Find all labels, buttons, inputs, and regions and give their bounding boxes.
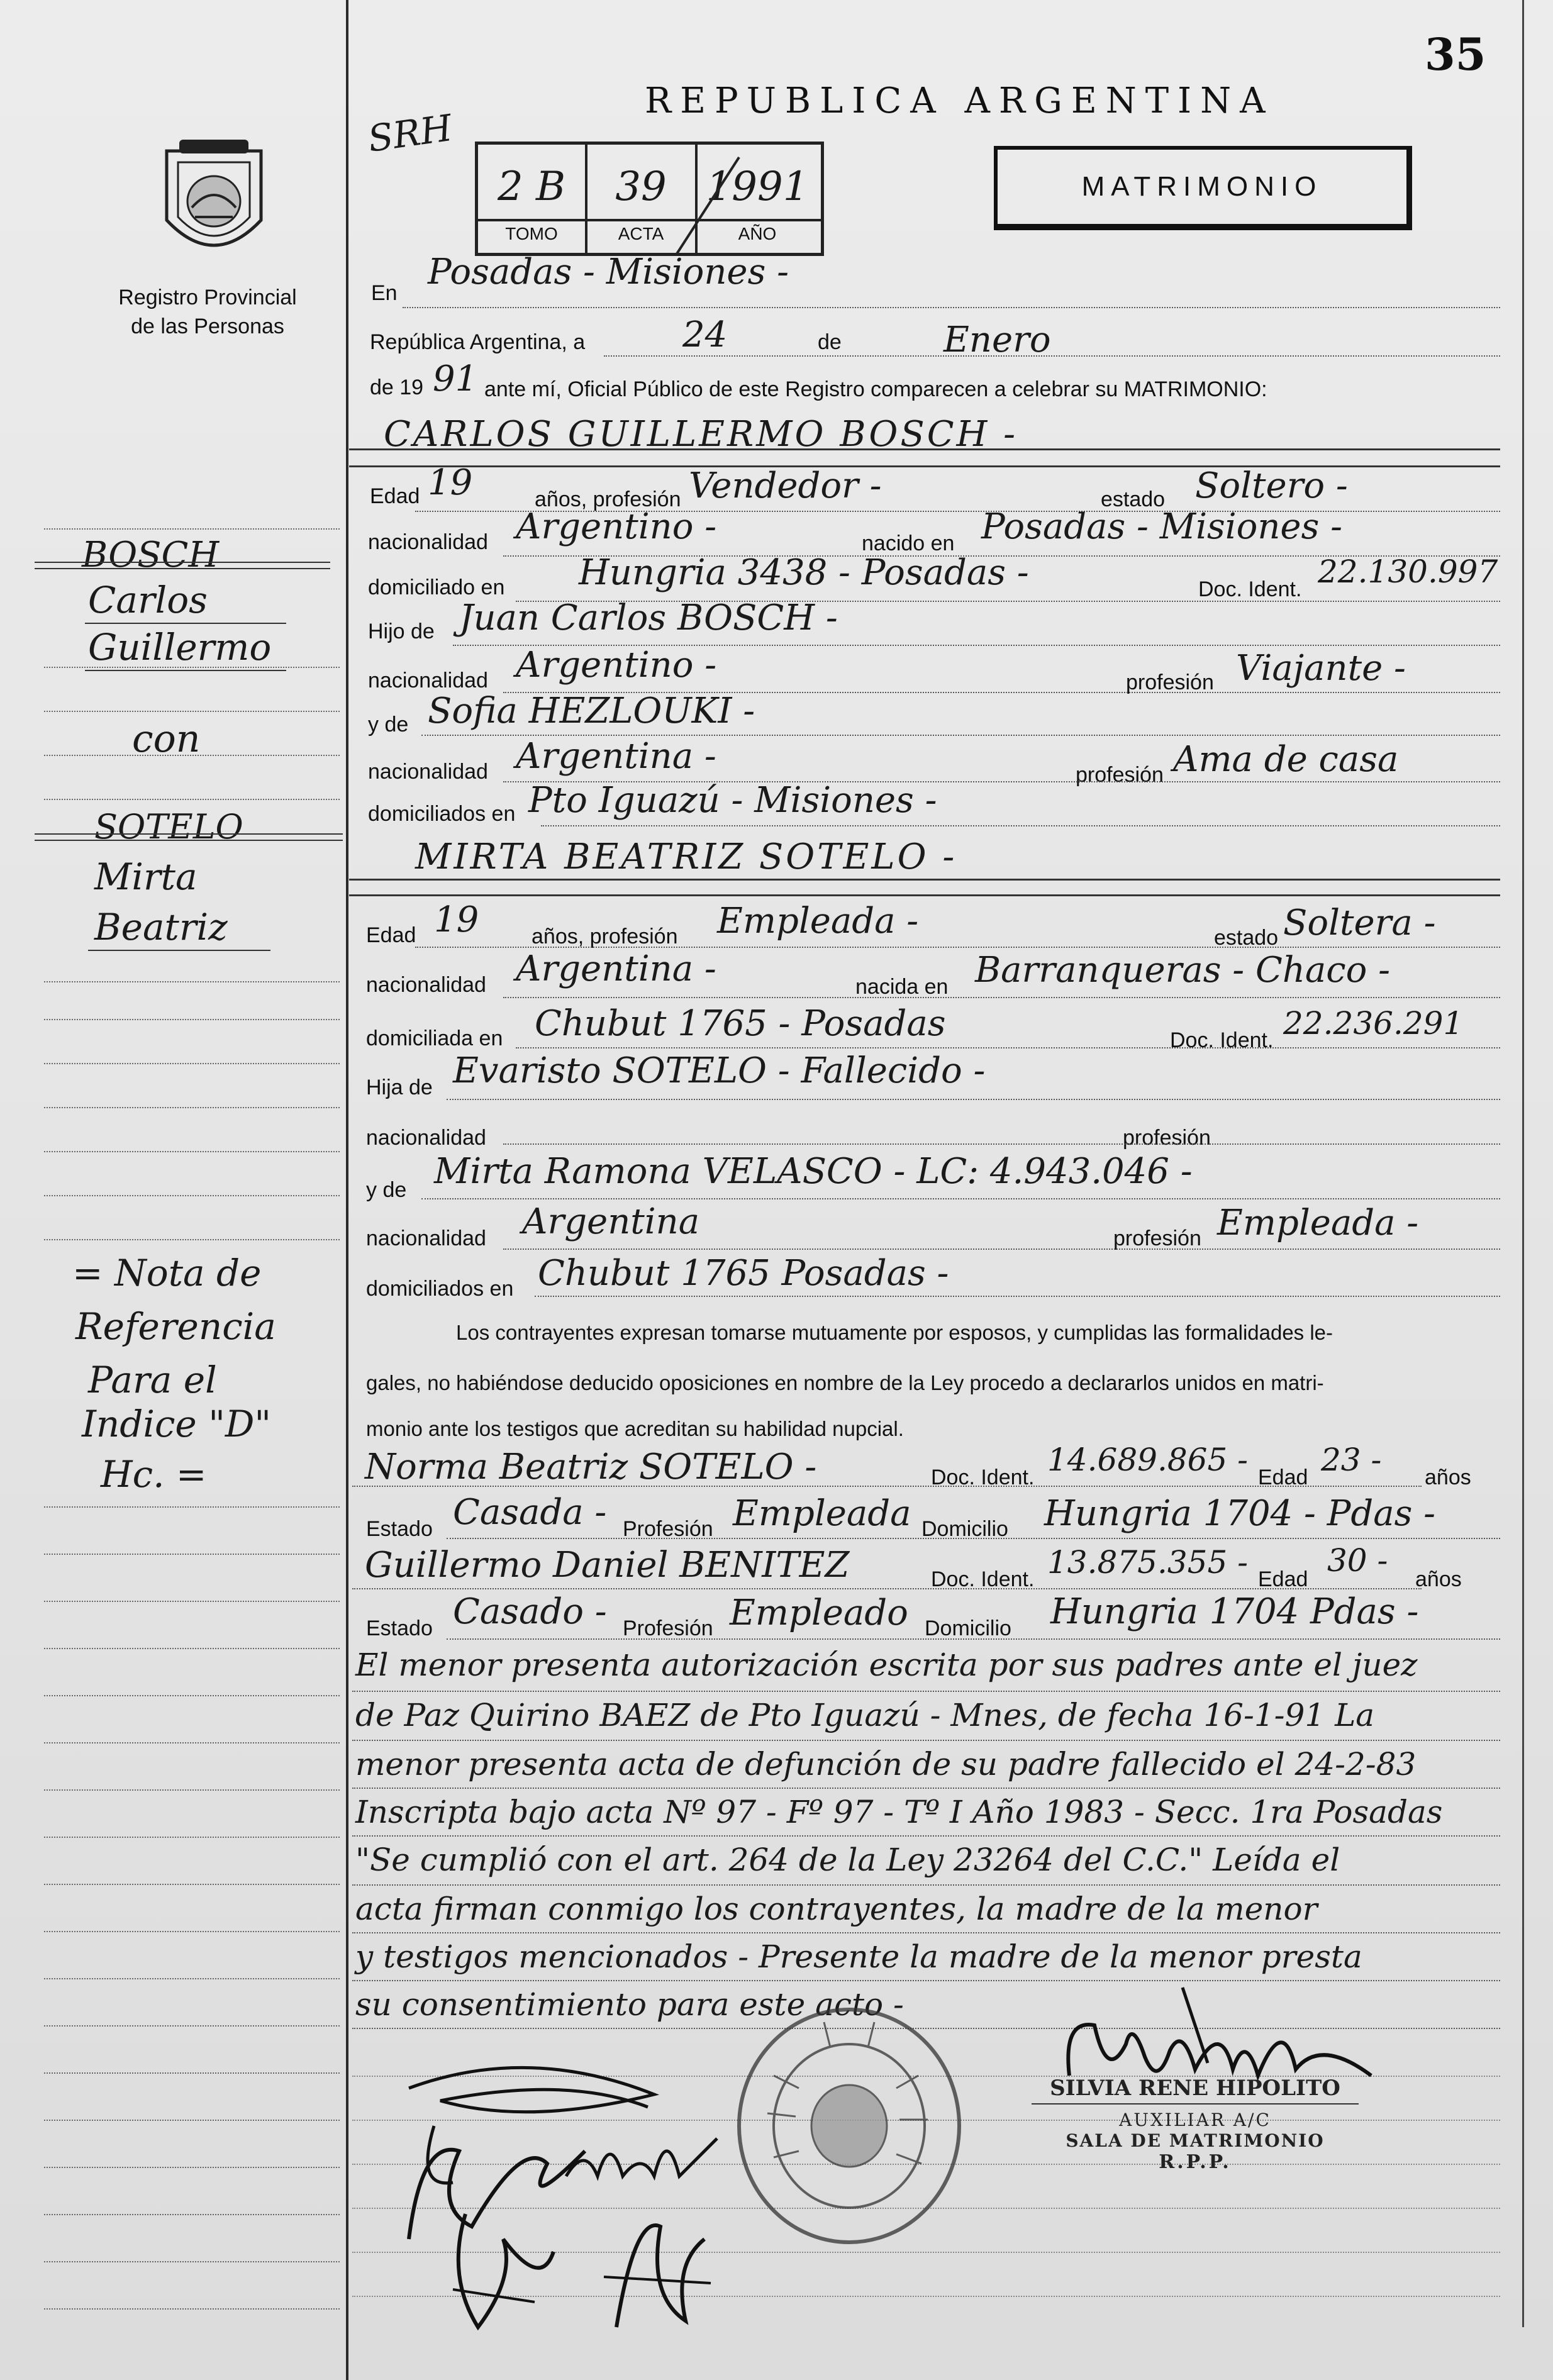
margin-nota-2: Referencia: [75, 1305, 276, 1348]
groom-anos-profesion-label: años, profesión: [535, 487, 681, 511]
groom-name: CARLOS GUILLERMO BOSCH -: [384, 414, 1018, 455]
registry-name-line1: Registro Provincial: [118, 286, 297, 309]
bride-nacida-label: nacida en: [855, 975, 949, 999]
legal-text-line1: Los contrayentes expresan tomarse mutuamente por esposos, y cumplidas las formalidades le-: [456, 1321, 1333, 1344]
bride-madre-profesion: Empleada -: [1217, 1203, 1419, 1243]
witness2-profesion-label: Profesión: [623, 1616, 713, 1640]
witness2-edad-label: Edad: [1258, 1567, 1308, 1591]
document-type-box: [994, 146, 1412, 230]
witness1-estado: Casada -: [453, 1492, 607, 1533]
page-number: 35: [1425, 28, 1486, 81]
year-suffix: 91: [433, 359, 478, 399]
margin-given-1b: Guillermo: [88, 626, 272, 669]
witness2-estado-label: Estado: [366, 1616, 433, 1640]
bride-edad-label: Edad: [366, 923, 416, 947]
witness2-name: Guillermo Daniel BENITEZ: [365, 1545, 850, 1586]
bride-domicilio-label: domiciliada en: [366, 1026, 503, 1050]
groom-domicilio: Hungria 3438 - Posadas -: [579, 552, 1029, 593]
margin-nota-3: Para el: [88, 1359, 217, 1401]
legal-text-line3: monio ante los testigos que acreditan su habilidad nupcial.: [366, 1417, 904, 1440]
bride-padre: Evaristo SOTELO - Fallecido -: [453, 1050, 986, 1091]
witness2-profesion: Empleado: [730, 1593, 908, 1633]
ano-value: 1991: [706, 164, 809, 210]
margin-given-2b: Beatriz: [94, 906, 228, 948]
bride-profesion: Empleada -: [717, 901, 919, 942]
bride-padres-domicilio: Chubut 1765 Posadas -: [538, 1253, 949, 1294]
place-value: Posadas - Misiones -: [428, 252, 789, 292]
groom-doc-label: Doc. Ident.: [1198, 577, 1302, 601]
witness1-name: Norma Beatriz SOTELO -: [365, 1447, 817, 1488]
bride-madre: Mirta Ramona VELASCO - LC: 4.943.046 -: [434, 1151, 1193, 1192]
bride-nacida-en: Barranqueras - Chaco -: [975, 950, 1391, 991]
groom-padres-domicilio: Pto Iguazú - Misiones -: [528, 780, 937, 821]
bride-madre-nacionalidad-label: nacionalidad: [366, 1226, 486, 1250]
acta-label: ACTA: [618, 224, 664, 243]
stamp-title-line2: SALA DE MATRIMONIO: [1066, 2130, 1325, 2151]
witness1-estado-label: Estado: [366, 1517, 433, 1541]
margin-given-2a: Mirta: [94, 855, 198, 898]
witness1-edad: 23 -: [1321, 1442, 1382, 1478]
groom-profesion: Vendedor -: [689, 465, 882, 506]
office-initials: SRH: [365, 106, 455, 160]
groom-hijo-label: Hijo de: [368, 620, 435, 643]
witness1-doc-label: Doc. Ident.: [931, 1465, 1035, 1489]
bride-padre-nacionalidad-label: nacionalidad: [366, 1126, 486, 1150]
official-round-seal-icon: [730, 2000, 969, 2252]
de-label: de: [818, 330, 842, 354]
groom-madre-profesion: Ama de casa: [1173, 739, 1399, 780]
bride-anos-profesion-label: años, profesión: [532, 925, 678, 948]
witness1-doc: 14.689.865 -: [1047, 1442, 1249, 1478]
bride-padre-profesion-label: profesión: [1123, 1126, 1211, 1150]
margin-nota-5: Hc. =: [101, 1453, 207, 1496]
signature-3: [560, 2120, 723, 2195]
note-line-1: El menor presenta autorización escrita por sus padres ante el juez: [355, 1647, 1418, 1683]
record-box: [475, 142, 824, 256]
groom-nacionalidad-label: nacionalidad: [368, 530, 488, 554]
registry-name: [75, 283, 340, 341]
groom-padre-profesion-label: profesión: [1126, 670, 1214, 694]
document-type: MATRIMONIO: [1081, 171, 1323, 202]
groom-doc: 22.130.997: [1318, 553, 1498, 590]
tomo-label: TOMO: [505, 224, 558, 243]
witness2-edad: 30 -: [1327, 1542, 1388, 1579]
acta-value: 39: [615, 164, 667, 210]
bride-hija-label: Hija de: [366, 1076, 433, 1099]
signature-4: [440, 2201, 566, 2340]
witness2-domicilio: Hungria 1704 Pdas -: [1050, 1591, 1419, 1632]
groom-padres-domicilio-label: domiciliados en: [368, 802, 516, 826]
bride-nacionalidad: Argentina -: [516, 948, 716, 989]
en-label: En: [371, 281, 398, 305]
witness1-profesion-label: Profesión: [623, 1517, 713, 1541]
note-line-6: acta firman conmigo los contrayentes, la madre de la menor: [355, 1891, 1318, 1927]
bride-nacionalidad-label: nacionalidad: [366, 973, 486, 997]
registry-name-line2: de las Personas: [131, 314, 284, 338]
groom-edad: 19: [428, 462, 473, 503]
stamp-name-line: SILVIA RENE HIPOLITO: [1032, 2076, 1359, 2105]
margin-nota-1: = Nota de: [72, 1252, 262, 1294]
margin-con: con: [132, 717, 201, 761]
bride-madre-profesion-label: profesión: [1113, 1226, 1201, 1250]
day-value: 24: [682, 314, 728, 355]
bride-estado: Soltera -: [1283, 903, 1436, 943]
witness1-domicilio: Hungria 1704 - Pdas -: [1044, 1493, 1436, 1534]
groom-estado: Soltero -: [1195, 465, 1348, 506]
groom-madre-nacionalidad: Argentina -: [516, 736, 716, 777]
official-signature: [1057, 1981, 1384, 2101]
groom-madre-nacionalidad-label: nacionalidad: [368, 760, 488, 784]
witness1-anos-label: años: [1425, 1465, 1471, 1489]
margin-surname-2: SOTELO: [94, 807, 243, 847]
note-line-4: Inscripta bajo acta Nº 97 - Fº 97 - Tº I Año 1983 - Secc. 1ra Posadas: [355, 1794, 1443, 1830]
note-line-5: "Se cumplió con el art. 264 de la Ley 23264 del C.C." Leída el: [355, 1842, 1340, 1878]
groom-padre-profesion: Viajante -: [1236, 648, 1406, 689]
groom-padre-nacionalidad: Argentino -: [516, 645, 717, 686]
groom-domicilio-label: domiciliado en: [368, 576, 505, 599]
witness2-anos-label: años: [1415, 1567, 1462, 1591]
month-value: Enero: [943, 320, 1051, 360]
bride-doc-label: Doc. Ident.: [1170, 1028, 1274, 1052]
bride-edad: 19: [434, 899, 479, 940]
groom-estado-label: estado: [1101, 487, 1166, 511]
stamp-title-line1: AUXILIAR A/C: [1119, 2110, 1271, 2130]
signature-5: [598, 2201, 723, 2346]
ano-label: AÑO: [738, 224, 777, 243]
stamp-title-line3: R.P.P.: [1159, 2151, 1232, 2173]
groom-nacido-label: nacido en: [862, 531, 955, 555]
bride-domicilio: Chubut 1765 - Posadas: [535, 1003, 946, 1044]
republic-label: República Argentina, a: [370, 330, 586, 354]
note-line-7: y testigos mencionados - Presente la madre de la menor presta: [355, 1938, 1362, 1975]
bride-doc: 22.236.291: [1283, 1005, 1464, 1042]
bride-padres-domicilio-label: domiciliados en: [366, 1277, 514, 1301]
groom-edad-label: Edad: [370, 484, 420, 508]
provincial-seal-icon: [160, 138, 267, 270]
year-prefix: de 19: [370, 375, 424, 399]
groom-nacionalidad: Argentino -: [516, 506, 717, 547]
witness2-estado: Casado -: [453, 1591, 607, 1632]
groom-madre-profesion-label: profesión: [1076, 763, 1164, 787]
margin-nota-4: Indice "D": [82, 1403, 272, 1445]
groom-padre-nacionalidad-label: nacionalidad: [368, 669, 488, 692]
document-title: REPUBLICA ARGENTINA: [645, 81, 1274, 121]
right-border: [1522, 0, 1524, 2327]
margin-divider: [346, 0, 348, 2380]
bride-madre-nacionalidad: Argentina: [522, 1201, 700, 1242]
note-line-2: de Paz Quirino BAEZ de Pto Iguazú - Mnes, de fecha 16-1-91 La: [355, 1697, 1375, 1733]
bride-y-de-label: y de: [366, 1178, 407, 1202]
groom-y-de-label: y de: [368, 713, 409, 737]
bride-estado-label: estado: [1214, 926, 1279, 950]
margin-given-1a: Carlos: [88, 579, 208, 621]
margin-surname-1: BOSCH: [82, 535, 220, 576]
tomo-value: 2 B: [497, 164, 566, 210]
note-line-8: su consentimiento para este acto -: [355, 1986, 904, 2023]
witness1-edad-label: Edad: [1258, 1465, 1308, 1489]
witness1-domicilio-label: Domicilio: [921, 1517, 1008, 1541]
groom-madre: Sofia HEZLOUKI -: [428, 691, 755, 731]
witness2-doc-label: Doc. Ident.: [931, 1567, 1035, 1591]
legal-text-line2: gales, no habiéndose deducido oposiciones en nombre de la Ley procedo a declararlos unidos en matri-: [366, 1371, 1324, 1394]
witness1-profesion: Empleada: [733, 1493, 911, 1534]
groom-nacido-en: Posadas - Misiones -: [981, 506, 1343, 547]
witness2-doc: 13.875.355 -: [1047, 1544, 1249, 1581]
groom-padre: Juan Carlos BOSCH -: [459, 598, 838, 638]
note-line-3: menor presenta acta de defunción de su padre fallecido el 24-2-83: [355, 1746, 1417, 1782]
witness2-domicilio-label: Domicilio: [925, 1616, 1011, 1640]
bride-name: MIRTA BEATRIZ SOTELO -: [415, 837, 957, 877]
statement-text: ante mí, Oficial Público de este Registro comparecen a celebrar su MATRIMONIO:: [484, 377, 1267, 401]
